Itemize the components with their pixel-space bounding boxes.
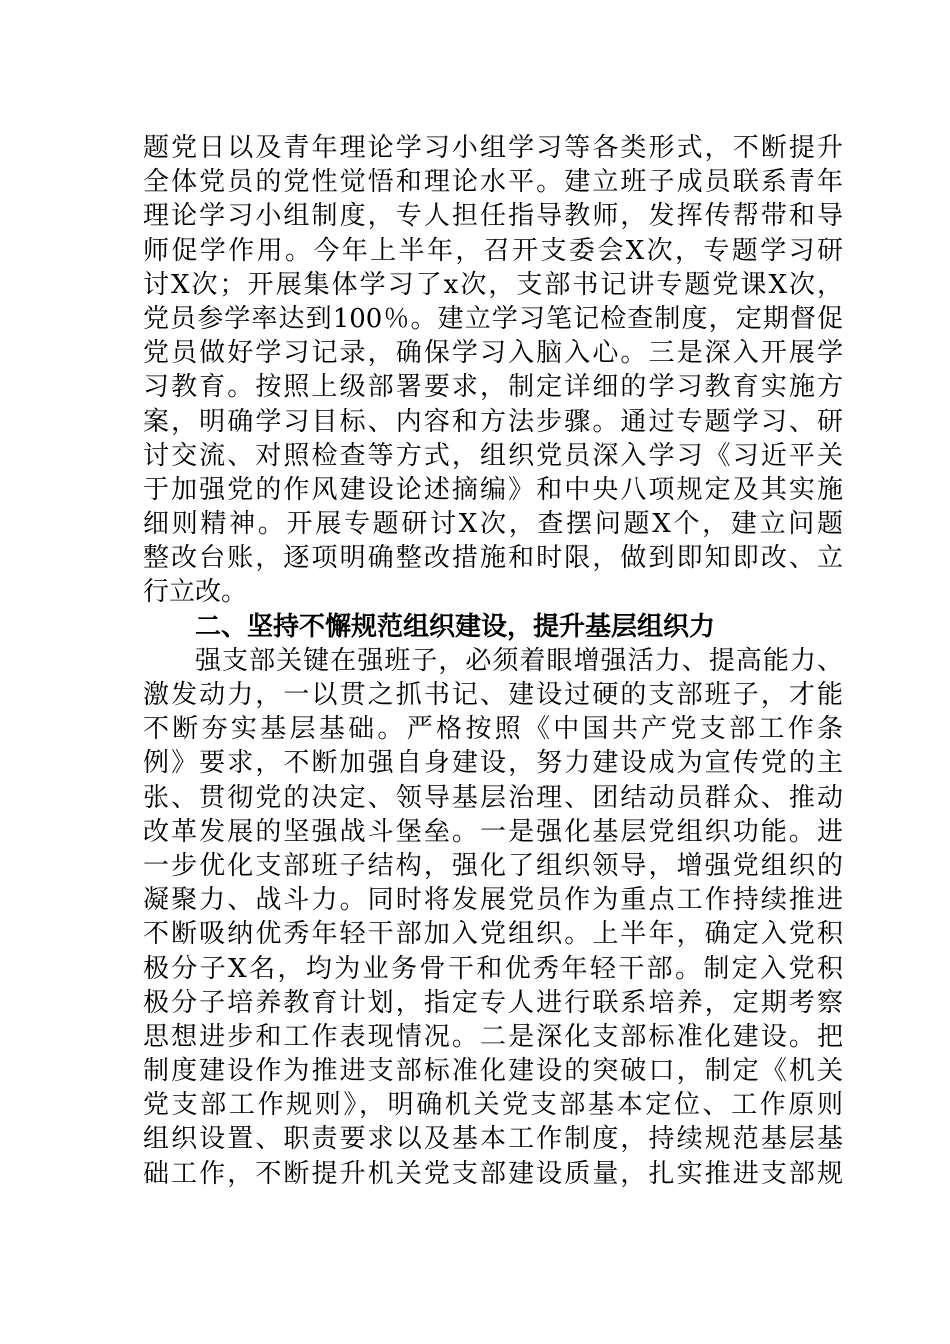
text-line: 题党日以及青年理论学习小组学习等各类形式，不断提升 — [143, 133, 843, 163]
text-line: 党员做好学习记录，确保学习入脑入心。三是深入开展学 — [143, 338, 843, 369]
text-line: 制度建设作为推进支部标准化建设的突破口，制定《机关 — [143, 1056, 843, 1087]
text-line: 础工作，不断提升机关党支部建设质量，扎实推进支部规 — [143, 1158, 843, 1189]
paragraph-2 — [143, 644, 843, 1191]
text-line: 激发动力，一以贯之抓书记、建设过硬的支部班子，才能 — [143, 680, 843, 710]
text-line: 整改台账，逐项明确整改措施和时限，做到即知即改、立 — [143, 543, 843, 574]
text-line: 于加强党的作风建设论述摘编》和中央八项规定及其实施 — [143, 474, 843, 505]
text-line: 改革发展的坚强战斗堡垒。一是强化基层党组织功能。进 — [143, 816, 843, 847]
text-line: 强支部关键在强班子，必须着眼增强活力、提高能力、 — [195, 645, 843, 676]
text-line: 行立改。 — [143, 577, 248, 608]
text-line: 极分子X名，均为业务骨干和优秀年轻干部。制定入党积 — [143, 953, 843, 984]
paragraph-1 — [143, 131, 843, 610]
text-line: 细则精神。开展专题研讨X次，查摆问题X个，建立问题 — [143, 509, 843, 540]
text-line: 不断夯实基层基础。严格按照《中国共产党支部工作条 — [143, 714, 843, 745]
text-line: 张、贯彻党的决定、领导基层治理、团结动员群众、推动 — [143, 782, 843, 813]
text-line: 思想进步和工作表现情况。二是深化支部标准化建设。把 — [143, 1021, 843, 1052]
text-line: 讨交流、对照检查等方式，组织党员深入学习《习近平关 — [143, 440, 843, 471]
section-heading: 二、坚持不懈规范组织建设，提升基层组织力 — [195, 611, 716, 642]
document-body — [143, 131, 843, 1191]
text-line: 案，明确学习目标、内容和方法步骤。通过专题学习、研 — [143, 406, 843, 437]
text-line: 全体党员的党性觉悟和理论水平。建立班子成员联系青年 — [143, 167, 843, 198]
text-line: 讨X次；开展集体学习了x次，支部书记讲专题党课X次， — [143, 269, 843, 300]
text-line: 凝聚力、战斗力。同时将发展党员作为重点工作持续推进 — [143, 885, 843, 916]
text-line: 不断吸纳优秀年轻干部加入党组织。上半年，确定入党积 — [143, 919, 843, 950]
text-line: 党员参学率达到100％。建立学习笔记检查制度，定期督促 — [143, 303, 843, 334]
text-line: 理论学习小组制度，专人担任指导教师，发挥传帮带和导 — [143, 201, 843, 232]
text-line: 一步优化支部班子结构，强化了组织领导，增强党组织的 — [143, 850, 843, 881]
text-line: 师促学作用。今年上半年，召开支委会X次，专题学习研 — [143, 235, 843, 266]
text-line: 例》要求，不断加强自身建设，努力建设成为宣传党的主 — [143, 748, 843, 779]
text-line: 党支部工作规则》，明确机关党支部基本定位、工作原则 — [143, 1090, 843, 1121]
text-line: 习教育。按照上级部署要求，制定详细的学习教育实施方 — [143, 372, 843, 403]
text-line: 组织设置、职责要求以及基本工作制度，持续规范基层基 — [143, 1124, 843, 1155]
text-line: 极分子培养教育计划，指定专人进行联系培养，定期考察 — [143, 987, 843, 1018]
